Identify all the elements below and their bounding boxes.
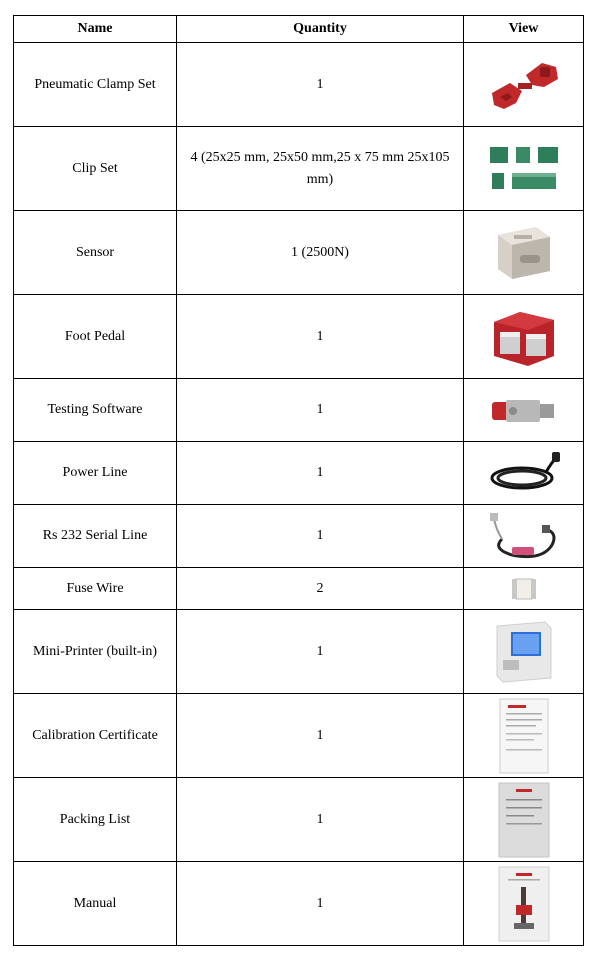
clip-icon (484, 141, 564, 197)
item-quantity: 2 (177, 568, 464, 610)
item-view (464, 379, 584, 442)
item-view (464, 568, 584, 610)
item-quantity: 1 (177, 442, 464, 505)
item-view (464, 127, 584, 211)
header-view: View (464, 16, 584, 43)
cable-icon (482, 448, 566, 498)
item-name: Mini-Printer (built-in) (14, 610, 177, 694)
item-quantity: 1 (177, 694, 464, 778)
item-view (464, 862, 584, 946)
table-row (14, 442, 584, 505)
header-quantity: Quantity (177, 16, 464, 43)
item-view (464, 295, 584, 379)
accessory-table (13, 15, 584, 946)
pedal-icon (484, 304, 564, 370)
table-row (14, 610, 584, 694)
item-view (464, 211, 584, 295)
item-name: Rs 232 Serial Line (14, 505, 177, 568)
table-row (14, 568, 584, 610)
printer-icon (489, 618, 559, 686)
item-name: Foot Pedal (14, 295, 177, 379)
item-name: Fuse Wire (14, 568, 177, 610)
item-view (464, 610, 584, 694)
item-quantity: 1 (177, 295, 464, 379)
certificate-icon (494, 697, 554, 775)
packing-list-icon (494, 781, 554, 859)
clamp-icon (484, 53, 564, 117)
item-view (464, 505, 584, 568)
serial-icon (482, 509, 566, 563)
item-name: Testing Software (14, 379, 177, 442)
table-row (14, 127, 584, 211)
table-row (14, 778, 584, 862)
usb-icon (484, 390, 564, 430)
item-quantity: 1 (2500N) (177, 211, 464, 295)
table-row (14, 694, 584, 778)
item-name: Manual (14, 862, 177, 946)
item-name: Power Line (14, 442, 177, 505)
item-quantity: 1 (177, 505, 464, 568)
table-row (14, 862, 584, 946)
item-quantity: 1 (177, 862, 464, 946)
item-quantity: 1 (177, 610, 464, 694)
item-name: Pneumatic Clamp Set (14, 43, 177, 127)
item-view (464, 694, 584, 778)
item-quantity: 4 (25x25 mm, 25x50 mm,25 x 75 mm 25x105 mm) (177, 127, 464, 211)
table-row (14, 43, 584, 127)
sensor-icon (484, 221, 564, 285)
item-name: Sensor (14, 211, 177, 295)
item-view (464, 43, 584, 127)
item-name: Calibration Certificate (14, 694, 177, 778)
table-row (14, 211, 584, 295)
header-row (14, 16, 584, 43)
item-quantity: 1 (177, 778, 464, 862)
table-row (14, 379, 584, 442)
header-name: Name (14, 16, 177, 43)
item-quantity: 1 (177, 43, 464, 127)
table-row (14, 505, 584, 568)
manual-icon (494, 865, 554, 943)
table-row (14, 295, 584, 379)
item-name: Packing List (14, 778, 177, 862)
item-quantity: 1 (177, 379, 464, 442)
item-name: Clip Set (14, 127, 177, 211)
item-view (464, 778, 584, 862)
fuse-icon (504, 574, 544, 604)
item-view (464, 442, 584, 505)
